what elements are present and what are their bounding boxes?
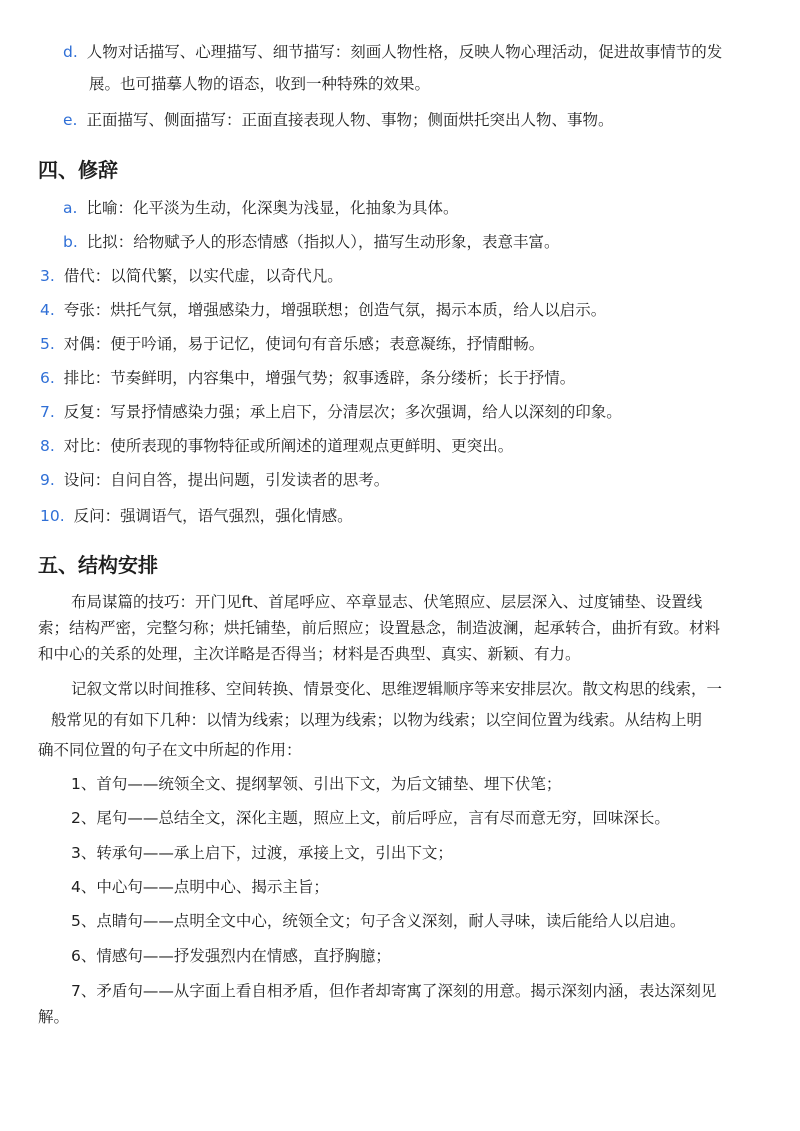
list-item-d xyxy=(63,42,722,62)
list-marker: 3. xyxy=(40,267,55,285)
section-heading-rhetoric: 四、修辞 xyxy=(38,158,118,182)
list-item xyxy=(40,266,343,286)
list-item xyxy=(40,506,353,526)
list-item-text: 夸张：烘托气氛，增强感染力，增强联想；创造气氛，揭示本质，给人以启示。 xyxy=(63,301,607,319)
list-item-text: 人物对话描写、心理描写、细节描写：刻画人物性格，反映人物心理活动，促进故事情节的发 xyxy=(86,43,723,61)
list-item-text: 对偶：便于吟诵，易于记忆，使词句有音乐感；表意凝练，抒情酣畅。 xyxy=(63,335,545,353)
list-marker: d. xyxy=(63,43,78,61)
paragraph-narrative-line: 般常见的有如下几种：以情为线索；以理为线索；以物为线索；以空间位置为线索。从结构上明 xyxy=(51,711,703,729)
paragraph-line: 7、矛盾句——从字面上看自相矛盾，但作者却寄寓了深刻的用意。揭示深刻内涵，表达深刻见 xyxy=(71,982,717,1000)
sentence-role-item-contradiction xyxy=(38,978,760,1030)
list-marker: b. xyxy=(63,233,78,251)
list-item-text: 正面描写、侧面描写：正面直接表现人物、事物；侧面烘托突出人物、事物。 xyxy=(86,111,614,129)
paragraph-line: 布局谋篇的技巧：开门见ft、首尾呼应、卒章显志、伏笔照应、层层深入、过度铺垫、设置线 xyxy=(71,593,703,611)
sentence-role-item: 1、首句——统领全文、提纲挈领、引出下文，为后文铺垫、埋下伏笔； xyxy=(71,775,562,793)
list-item xyxy=(40,470,389,490)
paragraph-narrative-line: 记叙文常以时间推移、空间转换、情景变化、思维逻辑顺序等来安排层次。散文构思的线索，一 xyxy=(71,680,723,698)
sentence-role-item: 3、转承句——承上启下，过渡，承接上文，引出下文； xyxy=(71,844,453,862)
list-item-d-continuation: 展。也可描摹人物的语态，收到一种特殊的效果。 xyxy=(89,75,431,93)
list-item xyxy=(40,300,606,320)
paragraph-line: 和中心的关系的处理，主次详略是否得当；材料是否典型、真实、新颖、有力。 xyxy=(38,645,581,663)
list-item xyxy=(40,368,575,388)
paragraph-narrative-line: 确不同位置的句子在文中所起的作用： xyxy=(38,741,302,759)
list-item-text: 设问：自问自答，提出问题，引发读者的思考。 xyxy=(63,471,390,489)
list-marker: 6. xyxy=(40,369,55,387)
paragraph-line: 索；结构严密，完整匀称；烘托铺垫，前后照应；设置悬念，制造波澜，起承转合，曲折有致。材料 xyxy=(38,619,721,637)
list-item-text: 排比：节奏鲜明，内容集中，增强气势；叙事透辟，条分缕析；长于抒情。 xyxy=(63,369,576,387)
list-item xyxy=(40,436,513,456)
list-item xyxy=(40,334,544,354)
list-marker: 4. xyxy=(40,301,55,319)
list-item-text: 反问：强调语气，语气强烈，强化情感。 xyxy=(73,507,353,525)
paragraph-layout-techniques xyxy=(38,589,760,667)
list-marker: e. xyxy=(63,111,78,129)
list-item-e xyxy=(63,110,613,130)
list-marker: 5. xyxy=(40,335,55,353)
list-item-text: 反复：写景抒情感染力强；承上启下，分清层次；多次强调，给人以深刻的印象。 xyxy=(63,403,622,421)
list-item xyxy=(40,402,622,422)
section-heading-structure: 五、结构安排 xyxy=(38,553,158,577)
list-marker: 10. xyxy=(40,507,65,525)
list-marker: a. xyxy=(63,199,78,217)
list-marker: 9. xyxy=(40,471,55,489)
sentence-role-item: 2、尾句——总结全文，深化主题，照应上文，前后呼应，言有尽而意无穷，回味深长。 xyxy=(71,809,670,827)
list-item xyxy=(63,198,458,218)
list-item-text: 对比：使所表现的事物特征或所阐述的道理观点更鲜明、更突出。 xyxy=(63,437,514,455)
list-item-text: 比拟：给物赋予人的形态情感（指拟人），描写生动形象，表意丰富。 xyxy=(86,233,560,251)
list-item xyxy=(63,232,560,252)
list-marker: 7. xyxy=(40,403,55,421)
paragraph-line: 解。 xyxy=(38,1008,70,1026)
list-item-text: 借代：以简代繁，以实代虚，以奇代凡。 xyxy=(63,267,343,285)
list-item-text: 比喻：化平淡为生动，化深奥为浅显，化抽象为具体。 xyxy=(86,199,459,217)
sentence-role-item: 4、中心句——点明中心、揭示主旨； xyxy=(71,878,329,896)
sentence-role-item: 6、情感句——抒发强烈内在情感，直抒胸臆； xyxy=(71,947,391,965)
list-marker: 8. xyxy=(40,437,55,455)
sentence-role-item: 5、点睛句——点明全文中心，统领全文；句子含义深刻，耐人寻味，读后能给人以启迪。 xyxy=(71,912,686,930)
